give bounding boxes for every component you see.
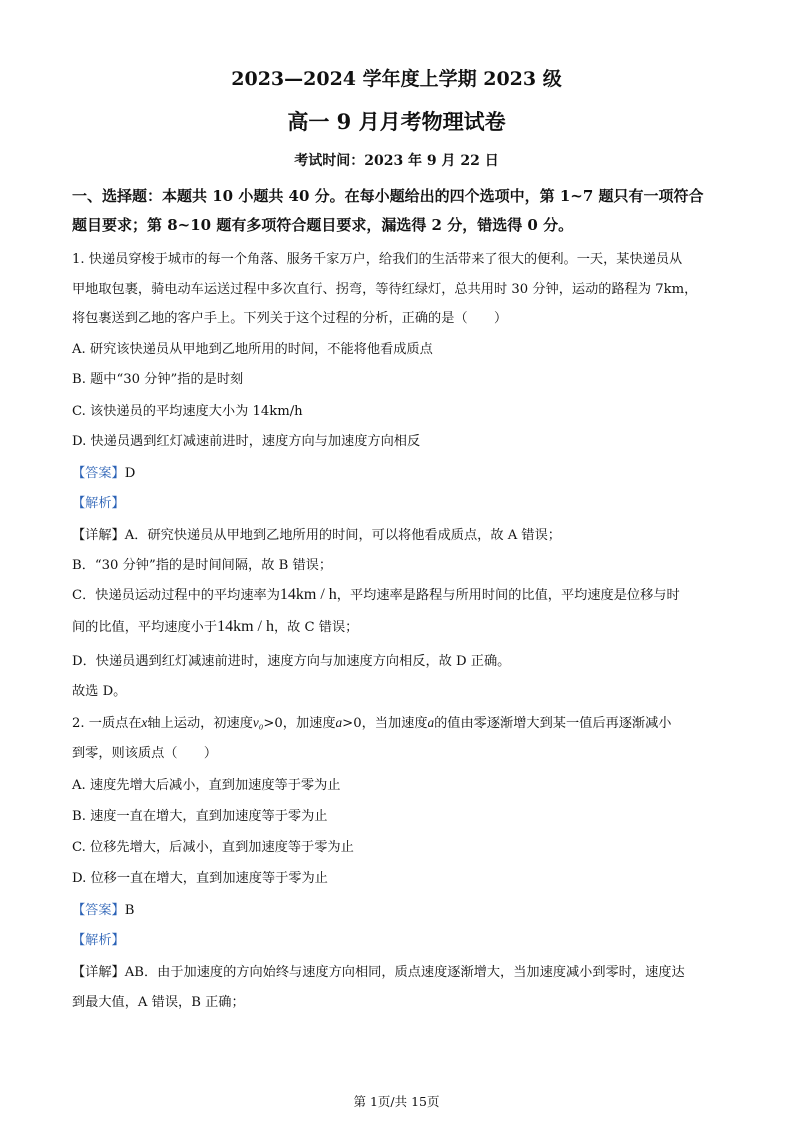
q1-option-c: C. 该快递员的平均速度大小为 14km/h: [72, 404, 303, 419]
q2-option-d: D. 位移一直在增大，直到加速度等于零为止: [72, 871, 328, 886]
section-heading-line1: 一、选择题：本题共 10 小题共 40 分。在每小题给出的四个选项中，第 1~7 题只有一项符合: [72, 187, 704, 205]
stem-text: 轴上运动，初速度: [147, 716, 253, 731]
exam-title-line1: 2023—2024 学年度上学期 2023 级: [231, 68, 562, 90]
q2-stem-line2: 到零，则该质点（ ）: [72, 746, 218, 761]
detail-label: 【详解】: [72, 965, 125, 980]
stem-text: 的值由零逐渐增大到某一值后再逐渐减小: [434, 716, 672, 731]
q2-option-a: A. 速度先增大后减小，直到加速度等于零为止: [72, 778, 341, 793]
detail-text: 间的比值，平均速度小于: [72, 620, 218, 635]
math-expression: 14km / h: [279, 586, 337, 603]
q1-detail-b: B．“30 分钟”指的是时间间隔，故 B 错误；: [72, 558, 333, 573]
q1-option-a: A. 研究该快递员从甲地到乙地所用的时间，不能将他看成质点: [72, 342, 433, 357]
exam-time: 考试时间：2023 年 9 月 22 日: [294, 153, 499, 169]
detail-text: AB．由于加速度的方向始终与速度方向相同，质点速度逐渐增大，当加速度减小到零时，速度达: [124, 965, 685, 980]
q1-detail-a: [72, 524, 732, 543]
q1-answer: [72, 462, 732, 481]
stem-text: 2. 一质点在: [72, 716, 142, 731]
q1-option-d: D. 快递员遇到红灯减速前进时，速度方向与加速度方向相反: [72, 434, 421, 449]
q1-stem-line2: 甲地取包裹，骑电动车运送过程中多次直行、拐弯，等待红绿灯，总共用时 30 分钟，运动的路程为 7km，: [72, 282, 698, 297]
q1-detail-d: D．快递员遇到红灯减速前进时，速度方向与加速度方向相反，故 D 正确。: [72, 654, 511, 669]
q2-option-b: B. 速度一直在增大，直到加速度等于零为止: [72, 809, 328, 824]
answer-value: B: [124, 903, 135, 918]
q1-conclusion: 故选 D。: [72, 684, 127, 699]
detail-label: 【详解】: [72, 528, 125, 543]
variable-v0: v₀: [252, 715, 264, 730]
q2-detail-2: 到最大值，A 错误，B 正确；: [72, 995, 245, 1010]
variable-x: x: [141, 715, 148, 730]
answer-label: 【答案】: [72, 903, 125, 918]
detail-text: A．研究快递员从甲地到乙地所用的时间，可以将他看成质点，故 A 错误；: [124, 528, 561, 543]
q2-answer: [72, 899, 732, 918]
q2-detail-1: [72, 961, 732, 980]
answer-value: D: [124, 466, 136, 481]
q1-detail-c2: [72, 616, 732, 636]
detail-text: ，平均速率是路程与所用时间的比值，平均速度是位移与时: [336, 588, 680, 603]
stem-text: >0，加速度: [263, 716, 336, 731]
q2-option-c: C. 位移先增大，后减小，直到加速度等于零为止: [72, 840, 354, 855]
section-heading-line2: 题目要求；第 8~10 题有多项符合题目要求，漏选得 2 分，错选得 0 分。: [72, 216, 574, 234]
stem-text: >0，当加速度: [342, 716, 428, 731]
page-number: 第 1页/共 15页: [353, 1094, 440, 1109]
exam-title-line2: 高一 9 月月考物理试卷: [287, 109, 506, 134]
q1-option-b: B. 题中“30 分钟”指的是时刻: [72, 372, 244, 387]
q1-analysis-label: 【解析】: [72, 496, 125, 511]
variable-a: a: [335, 715, 343, 730]
variable-a: a: [427, 715, 435, 730]
detail-text: C．快递员运动过程中的平均速率为: [72, 588, 280, 603]
q2-stem-line1: [72, 712, 732, 731]
q1-stem-line3: 将包裹送到乙地的客户手上。下列关于这个过程的分析，正确的是（ ）: [72, 311, 508, 326]
q1-stem-line1: 1. 快递员穿梭于城市的每一个角落、服务千家万户，给我们的生活带来了很大的便利。一天，某快递员从: [72, 252, 683, 267]
answer-label: 【答案】: [72, 466, 125, 481]
q2-analysis-label: 【解析】: [72, 933, 125, 948]
q1-detail-c1: [72, 584, 732, 604]
detail-text: ，故 C 错误；: [273, 620, 359, 635]
math-expression: 14km / h: [217, 618, 274, 635]
